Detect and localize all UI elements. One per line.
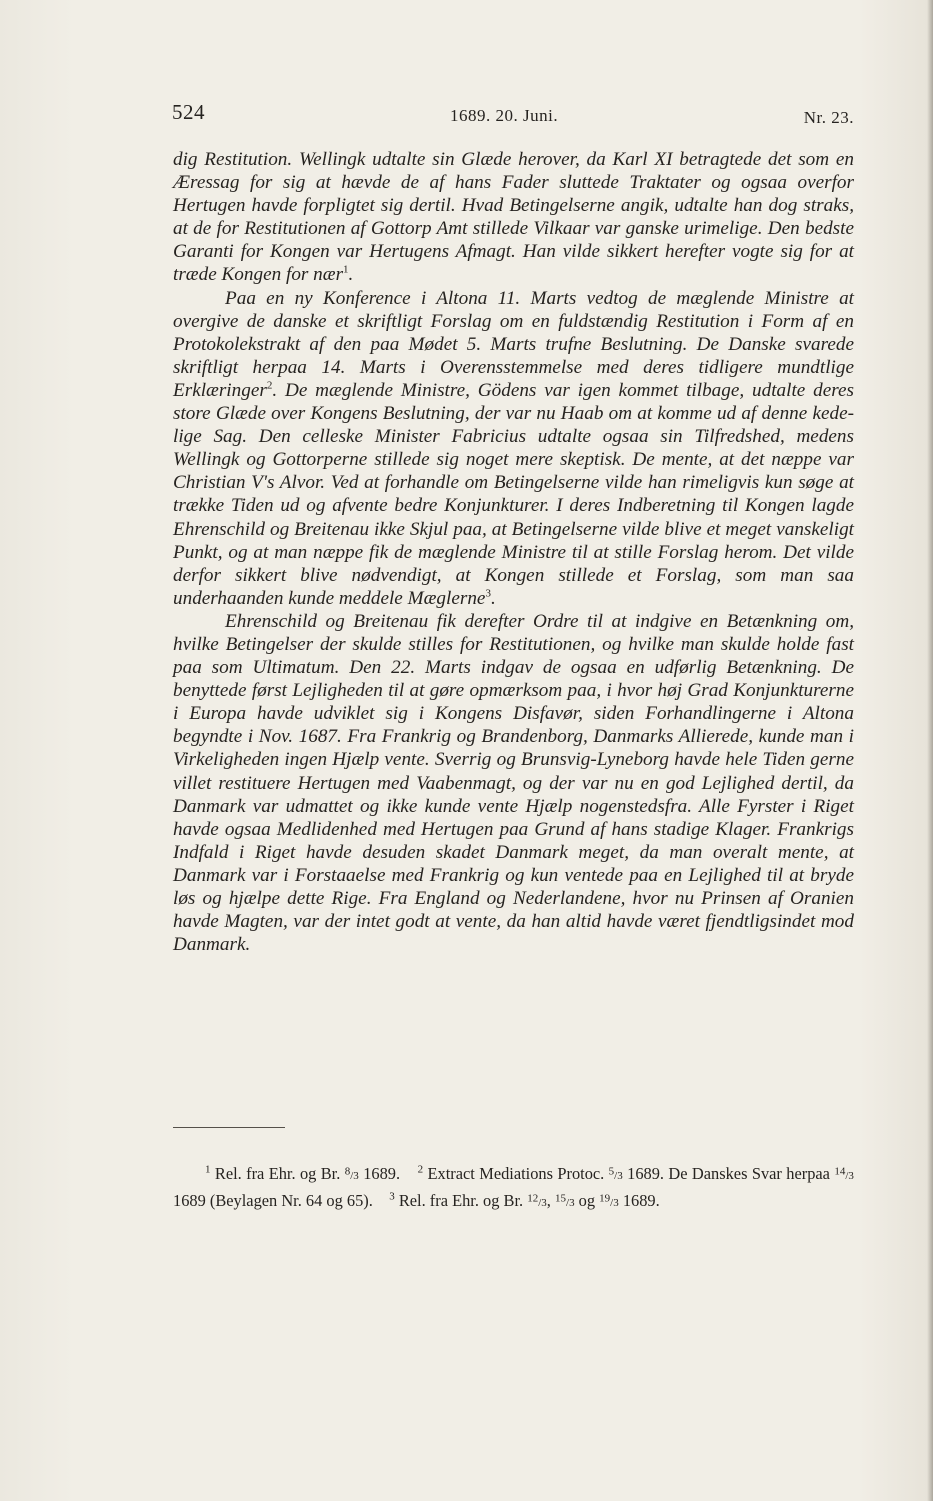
footnote-year: 1689.: [627, 1164, 665, 1183]
date-denominator: 3: [569, 1196, 575, 1209]
date-numerator: 14: [834, 1165, 846, 1178]
footnote-mark: 2: [417, 1163, 424, 1176]
date-numerator: 15: [555, 1191, 566, 1204]
footnote-divider: [173, 1127, 285, 1128]
document-number: Nr. 23.: [803, 108, 854, 127]
footnote-ref: 1: [343, 264, 349, 277]
date-denominator: 3: [613, 1196, 619, 1209]
footnote-text: Rel. fra Ehr. og Br.: [214, 1164, 341, 1183]
paragraph-text: dig Restitution. Wellingk udtalte sin Glæde herover, da Karl XI betragtede det som en Æressag for sig at hævde de af hans Fader sluttede Traktater og ogsaa overfor Hertugen havde forpligtet sig dertil. Hvad Betingelserne angik, udtalte han dog straks, at de for Restitutionen af Gottorp Amt stillede Vilkaar var ganske urimelige. Den bedste Garanti for Kongen var Hertugens Afmagt. Han vilde sikkert herefter vogte sig for at træde Kongen for nær: [173, 149, 854, 286]
date-denominator: 3: [617, 1170, 623, 1182]
paragraph-2: [173, 287, 854, 610]
paragraph-text: . De mæglende Ministre, Gödens var igen kommet tilbage, udtalte deres store Glæde over Kongens Beslutning, der var nu Haab om at komme ud af denne kedelige Sag. Den celleske Minister Fabricius udtalte ogsaa sin Tilfredshed, medens Wellingk og Gottorperne stillede sig noget mere skeptisk. De mente, at det næppe var Christian V's Alvor. Ved at forhandle om Betingelserne vilde han rimeligvis kun søge at trække Tiden ud og afvente bedre Konjunkturer. I deres Indberetning til Kongen lagde Ehrenschild og Breitenau ikke Skjul paa, at Betingelserne vilde blive et meget vanskeligt Punkt, og at man næppe fik de mæglende Ministre til at stille Forslag herom. Det vilde derfor sikkert blive nødvendigt, at Kongen stillede et Forslag, som man saa underhaanden kunde meddele Mæglerne: [173, 379, 854, 609]
date-denominator: 3: [353, 1170, 359, 1182]
paragraph-text: Ehrenschild og Breitenau fik derefter Ordre til at indgive en Betænkning om, hvilke Betingelser der skulde stilles for Restitutionen, og hvilke man skulde holde fast paa som Ultimatum. Den 22. Marts indgav de ogsaa en udførlig Betænkning. De benyttede først Lejligheden til at gøre opmærksom paa, i hvor høj Grad Konjunkturerne i Europa havde udviklet sig i Kongens Disfavør, siden Forhandlingerne i Altona begyndte i Nov. 1687. Fra Frankrig og Brandenborg, Danmarks Allierede, kunde man i Virkeligheden ingen Hjælp vente. Sverrig og Brunsvig-Lyneborg havde hele Tiden gerne villet restituere Hertugen med Vaabenmagt, og der var nu en god Lejlighed dertil, da Danmark var udmattet og ikke kunde vente Hjælp nogenstedsfra. Alle Fyrster i Riget havde ogsaa Medlidenhed med Hertugen paa Grund af hans stadige Klager. Frankrigs Indfald i Riget havde desuden skadet Danmark meget, da man overalt mente, at Danmark var i Forstaaelse med Frankrig og kun ventede paa en Lejlighed til at bryde løs og hjælpe dette Rige. Fra England og Nederlandene, hvor nu Prinsen af Oranien havde Magten, var der intet godt at vente, da han altid havde været fjendtligsindet mod Danmark.: [173, 610, 854, 956]
footnote-text: og: [578, 1190, 596, 1210]
date-numerator: 12: [527, 1191, 539, 1204]
footnote-text: De Danskes Svar herpaa: [668, 1164, 830, 1183]
date-numerator: 8: [344, 1165, 351, 1178]
running-head-date: 1689. 20. Juni.: [450, 106, 559, 125]
footnote-date: $^{14}$/3: [834, 1165, 854, 1182]
footnote-year: 1689.: [622, 1190, 660, 1210]
footnotes: [173, 1162, 854, 1215]
footnote-text: 1689 (Beylagen Nr. 64 og 65).: [173, 1190, 373, 1210]
footnote-ref: 2: [266, 379, 273, 392]
footnote-block: $^1$ Rel. fra Ehr. og Br. $^8$/3 1689. $^2$ Extract Mediations Protoc. $^5$/3 1689. De Danskes Svar herpaa $^{14}$/3 1689 (Beylagen Nr. 64 og 65). $^3$ Rel. fra Ehr. og Br. $^{12}$/3, $^{15}$/3 og $^{19}$/3 1689.: [173, 1163, 854, 1210]
footnote-mark: 3: [389, 1190, 395, 1203]
footnote-date: $^{12}$/3: [527, 1191, 547, 1209]
paragraph-1: [173, 148, 854, 287]
page-edge-shadow: [927, 0, 933, 1501]
footnote-date: $^{15}$/3: [555, 1191, 575, 1209]
footnote-year: 1689.: [363, 1164, 401, 1183]
main-text: [173, 148, 854, 956]
footnote-text: Extract Mediations Protoc.: [427, 1164, 605, 1183]
date-denominator: 3: [848, 1170, 854, 1182]
date-numerator: 5: [608, 1165, 615, 1178]
paragraph-text: Paa en ny Konference i Altona 11. Marts vedtog de mæglende Ministre at overgive de danske et skriftligt Forslag om en fuldstændig Restitution i Form af en Protokolekstrakt af den paa Mødet 5. Marts trufne Beslutning. De Danske svarede skriftligt herpaa 14. Marts i Overensstemmelse med deres tidligere mundtlige Erklæringer: [173, 287, 854, 401]
footnote-date: $^5$/3: [608, 1165, 623, 1182]
page-header: [172, 100, 854, 130]
page-number: 524: [172, 100, 205, 124]
date-numerator: 19: [599, 1191, 611, 1204]
footnote-date: $^8$/3: [344, 1165, 359, 1182]
footnote-ref: 3: [485, 587, 491, 600]
footnote-text: Rel. fra Ehr. og Br.: [398, 1190, 524, 1210]
paragraph-3: [173, 610, 854, 956]
paragraph-text: .: [348, 264, 354, 286]
footnote-mark: 1: [205, 1163, 211, 1176]
paragraph-text: .: [490, 587, 496, 609]
date-denominator: 3: [541, 1196, 547, 1209]
footnote-date: $^{19}$/3: [599, 1191, 619, 1209]
